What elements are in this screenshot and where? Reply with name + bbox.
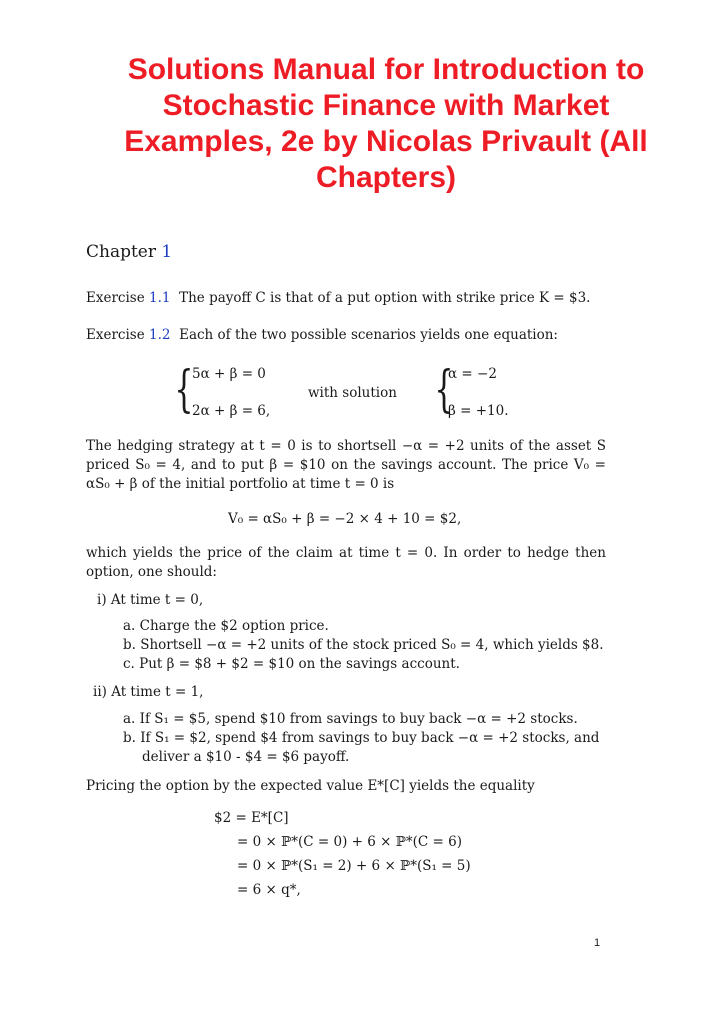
exercise-1-1: [86, 289, 606, 308]
page-number: 1: [594, 937, 601, 949]
hedge-intro-paragraph: which yields the price of the claim at time t = 0. In order to hedge then option, one should:: [86, 545, 606, 580]
exercise-label: Exercise: [86, 290, 145, 306]
step-2-item-b-line-1: b. If S₁ = $2, spend $4 from savings to buy back −α = +2 stocks, and: [123, 730, 600, 746]
step-2-item-a: a. If S₁ = $5, spend $10 from savings to buy back −α = +2 stocks.: [123, 711, 578, 727]
step-2-item-b-line-2: deliver a $10 - $4 = $6 payoff.: [142, 749, 350, 765]
exercise-text: The payoff C is that of a put option with strike price K = $3.: [179, 290, 591, 306]
exercise-1-2: [86, 326, 606, 345]
pricing-line-2: = 0 × ℙ*(C = 0) + 6 × ℙ*(C = 6): [237, 834, 462, 850]
exercise-text: Each of the two possible scenarios yields one equation:: [179, 327, 558, 343]
hedging-paragraph: The hedging strategy at t = 0 is to shortsell −α = +2 units of the asset S priced S₀ = 4, and to put β = $10 on the savings account. The price V₀ = αS₀ + β of the initial portfolio at time t = 0 is: [86, 438, 606, 492]
chapter-number-link[interactable]: 1: [161, 242, 173, 262]
with-solution-text: with solution: [308, 385, 397, 401]
solution-1: α = −2: [448, 366, 497, 382]
document-title: [86, 52, 686, 196]
left-brace: {: [174, 360, 194, 418]
step-1-item-b: b. Shortsell −α = +2 units of the stock priced S₀ = 4, which yields $8.: [123, 637, 604, 653]
right-brace: {: [434, 360, 454, 418]
title-line-2: Stochastic Finance with Market: [162, 89, 610, 122]
step-1-item-a: a. Charge the $2 option price.: [123, 618, 329, 634]
pricing-line-4: = 6 × q*,: [237, 882, 301, 898]
portfolio-value-equation: V₀ = αS₀ + β = −2 × 4 + 10 = $2,: [228, 511, 462, 527]
pricing-line-1: $2 = E*[C]: [214, 810, 289, 826]
pricing-paragraph: Pricing the option by the expected value E*[C] yields the equality: [86, 778, 535, 794]
exercise-number-link[interactable]: 1.1: [149, 290, 171, 306]
title-line-4: Chapters): [315, 161, 457, 194]
step-2-label: ii) At time t = 1,: [93, 684, 204, 700]
equation-2: 2α + β = 6,: [192, 403, 271, 419]
pricing-line-3: = 0 × ℙ*(S₁ = 2) + 6 × ℙ*(S₁ = 5): [237, 858, 471, 874]
title-line-3: Examples, 2e by Nicolas Privault (All: [124, 125, 648, 158]
equation-1: 5α + β = 0: [192, 366, 266, 382]
step-1-label: i) At time t = 0,: [97, 592, 204, 608]
step-1-item-c: c. Put β = $8 + $2 = $10 on the savings account.: [123, 656, 460, 672]
chapter-label: Chapter: [86, 242, 156, 262]
title-line-1: Solutions Manual for Introduction to: [127, 53, 645, 86]
chapter-heading: [86, 242, 172, 262]
exercise-number-link[interactable]: 1.2: [149, 327, 171, 343]
solution-2: β = +10.: [448, 403, 509, 419]
exercise-label: Exercise: [86, 327, 145, 343]
